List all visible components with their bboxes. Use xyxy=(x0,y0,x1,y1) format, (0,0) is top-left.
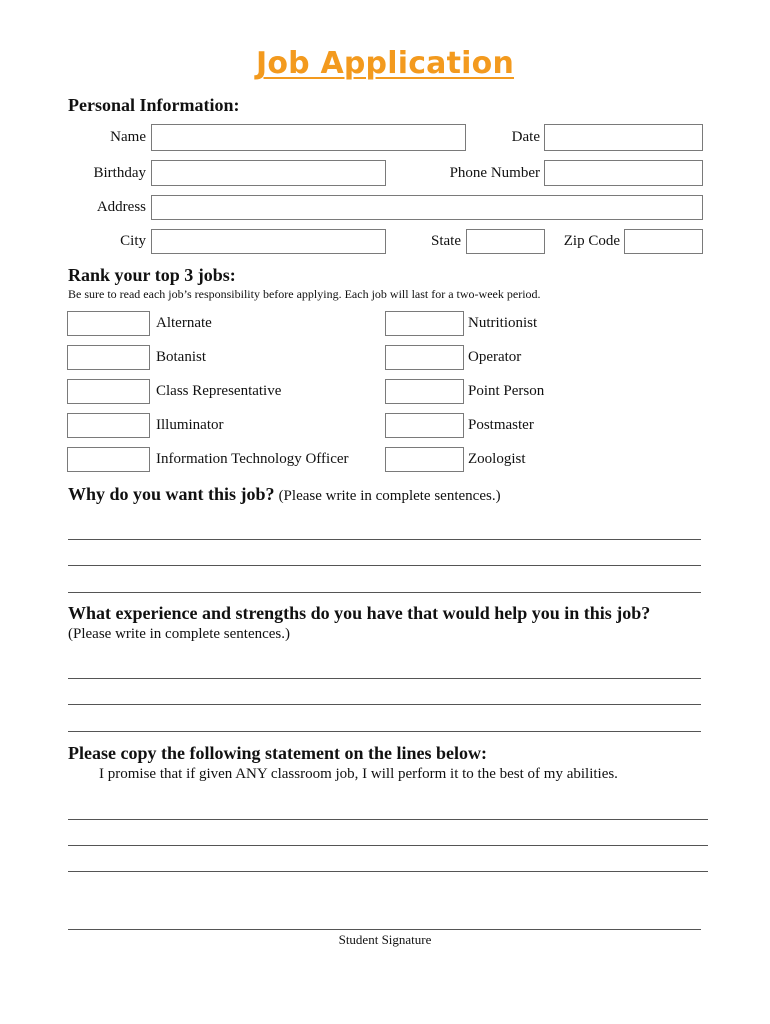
phone-field[interactable] xyxy=(544,160,703,186)
experience-answer-line-2[interactable] xyxy=(68,704,701,705)
job-label-nutritionist: Nutritionist xyxy=(468,315,538,331)
why-answer-line-1[interactable] xyxy=(68,539,701,540)
why-question xyxy=(68,484,501,505)
birthday-label: Birthday xyxy=(93,165,146,181)
signature-label: Student Signature xyxy=(338,932,432,947)
experience-answer-line-1[interactable] xyxy=(68,678,701,679)
date-label: Date xyxy=(511,129,540,145)
page-title: Job Application xyxy=(255,46,515,81)
rank-note: Be sure to read each job’s responsibility before applying. Each job will last for a two-week period. xyxy=(68,287,541,301)
experience-answer-line-3[interactable] xyxy=(68,731,701,732)
rank-box-alternate[interactable] xyxy=(67,311,150,336)
phone-label: Phone Number xyxy=(449,165,540,181)
experience-hint: (Please write in complete sentences.) xyxy=(68,626,290,642)
rank-box-it-officer[interactable] xyxy=(67,447,150,472)
personal-info-heading: Personal Information: xyxy=(68,95,240,115)
rank-box-illuminator[interactable] xyxy=(67,413,150,438)
birthday-field[interactable] xyxy=(151,160,386,186)
job-label-illuminator: Illuminator xyxy=(156,417,224,433)
rank-box-nutritionist[interactable] xyxy=(385,311,464,336)
state-label: State xyxy=(431,233,461,249)
signature-line[interactable] xyxy=(68,929,701,930)
statement-copy-line-1[interactable] xyxy=(68,819,708,820)
rank-box-class-representative[interactable] xyxy=(67,379,150,404)
name-label: Name xyxy=(110,129,146,145)
why-hint: (Please write in complete sentences.) xyxy=(278,488,501,504)
city-field[interactable] xyxy=(151,229,386,254)
address-label: Address xyxy=(96,199,146,215)
statement-copy-line-3[interactable] xyxy=(68,871,708,872)
why-heading: Why do you want this job? xyxy=(68,484,275,504)
rank-heading: Rank your top 3 jobs: xyxy=(68,265,236,285)
state-field[interactable] xyxy=(466,229,545,254)
address-field[interactable] xyxy=(151,195,703,220)
why-answer-line-3[interactable] xyxy=(68,592,701,593)
job-label-it-officer: Information Technology Officer xyxy=(156,451,349,467)
city-label: City xyxy=(120,233,146,249)
rank-box-operator[interactable] xyxy=(385,345,464,370)
statement-text: I promise that if given ANY classroom job, I will perform it to the best of my abilities. xyxy=(99,766,618,782)
statement-copy-line-2[interactable] xyxy=(68,845,708,846)
rank-box-postmaster[interactable] xyxy=(385,413,464,438)
rank-box-botanist[interactable] xyxy=(67,345,150,370)
zip-field[interactable] xyxy=(624,229,703,254)
job-label-postmaster: Postmaster xyxy=(468,417,534,433)
name-field[interactable] xyxy=(151,124,466,151)
job-label-botanist: Botanist xyxy=(156,349,207,365)
job-label-zoologist: Zoologist xyxy=(468,451,526,467)
job-label-alternate: Alternate xyxy=(156,315,212,331)
rank-box-zoologist[interactable] xyxy=(385,447,464,472)
job-label-operator: Operator xyxy=(468,349,522,365)
experience-heading: What experience and strengths do you have that would help you in this job? xyxy=(68,603,651,623)
job-label-point-person: Point Person xyxy=(468,383,545,399)
date-field[interactable] xyxy=(544,124,703,151)
rank-box-point-person[interactable] xyxy=(385,379,464,404)
job-label-class-representative: Class Representative xyxy=(156,383,282,399)
zip-label: Zip Code xyxy=(563,233,620,249)
why-answer-line-2[interactable] xyxy=(68,565,701,566)
statement-heading: Please copy the following statement on the lines below: xyxy=(68,743,487,763)
